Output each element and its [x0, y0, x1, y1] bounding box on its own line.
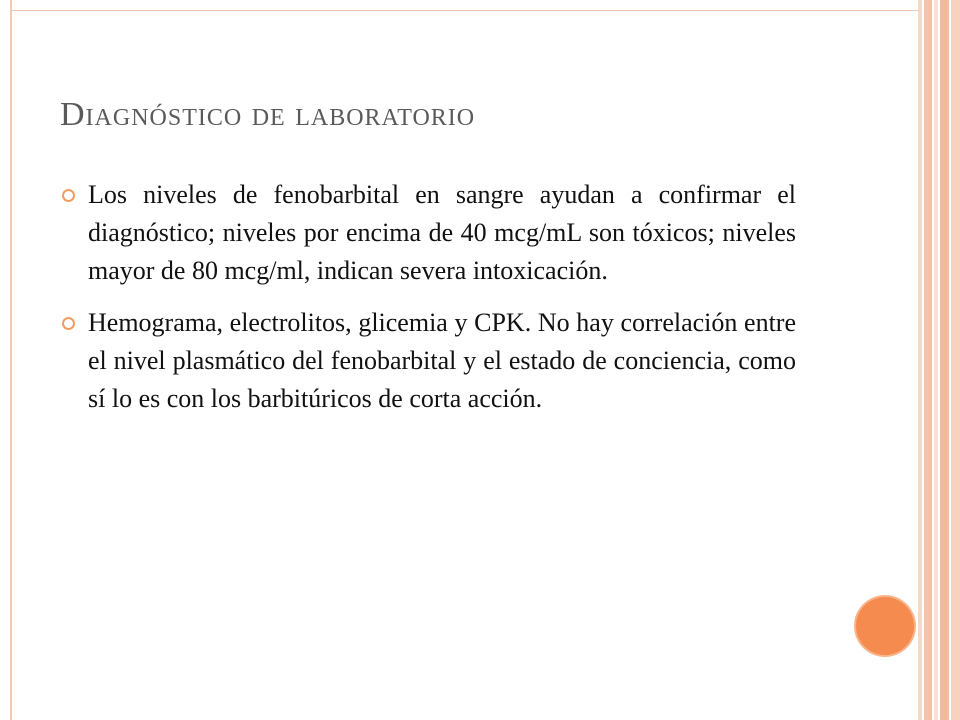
top-frame-rule — [10, 10, 918, 11]
decor-stripe — [951, 0, 960, 720]
slide-title: Diagnóstico de laboratorio — [60, 96, 476, 133]
open-circle-bullet-icon — [62, 189, 75, 202]
bullet-list — [60, 176, 796, 432]
decor-stripe — [940, 0, 949, 720]
bullet-text: Hemograma, electrolitos, glicemia y CPK. No hay correlación entre el nivel plasmático del fenobarbital y el estado de conciencia, como sí lo es con los barbitúricos de corta acción. — [88, 308, 796, 413]
bullet-text: Los niveles de fenobarbital en sangre ayudan a confirmar el diagnóstico; niveles por encima de 40 mcg/mL son tóxicos; niveles mayor de 80 mcg/ml, indican severa intoxicación. — [88, 180, 796, 285]
open-circle-bullet-icon — [62, 317, 75, 330]
decor-stripe — [918, 0, 922, 720]
bullet-item — [60, 304, 796, 418]
decor-stripe — [934, 0, 938, 720]
bullet-item — [60, 176, 796, 290]
accent-circle — [856, 597, 914, 655]
decor-stripe — [924, 0, 932, 720]
left-frame-rule — [10, 0, 12, 720]
